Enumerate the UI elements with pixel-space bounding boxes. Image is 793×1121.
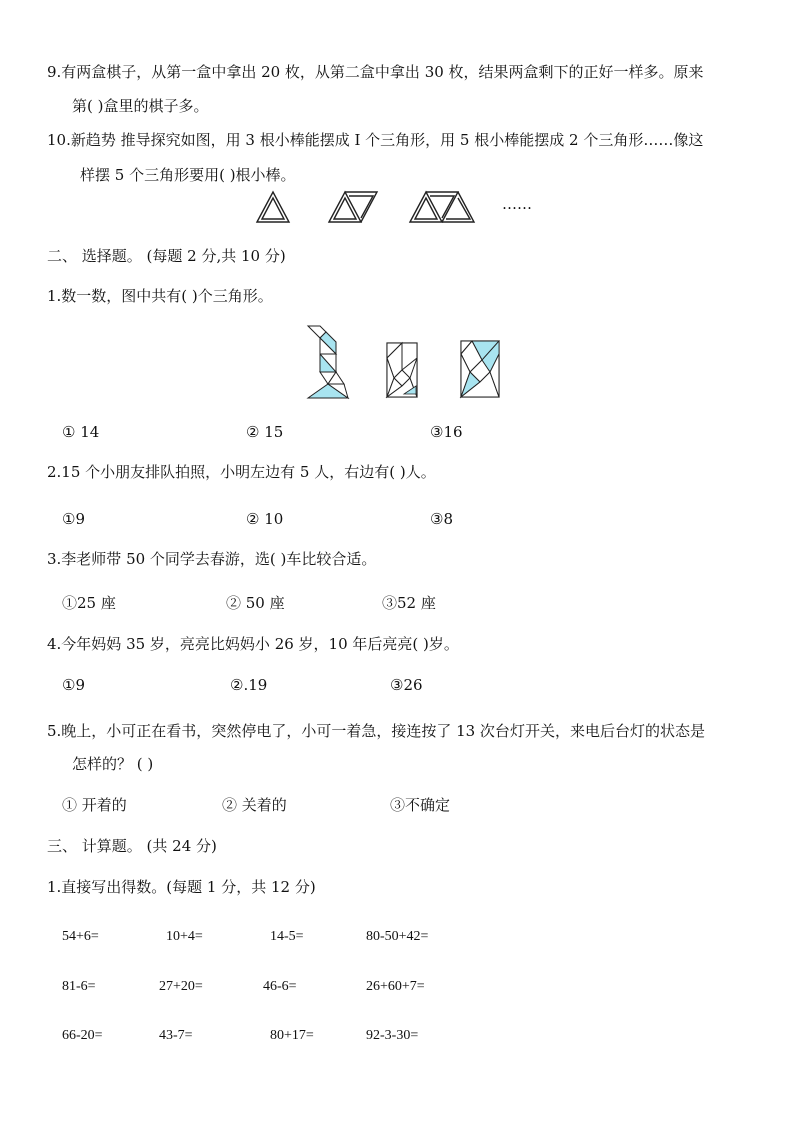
section3-heading: 三、 计算题。 (共 24 分)	[47, 837, 217, 855]
q10-line2: 样摆 5 个三角形要用( )根小棒。	[80, 166, 296, 184]
calc-item: 54+6=	[62, 929, 99, 944]
stick-triangle-icon	[329, 192, 377, 222]
calc-item: 92-3-30=	[366, 1028, 419, 1043]
calc-item: 46-6=	[263, 979, 297, 994]
s2-q5-option-1: ① 开着的	[62, 796, 127, 814]
stick-triangle-icon	[257, 192, 289, 222]
s2-q1-option-3: ③16	[430, 423, 463, 441]
s2-q1-option-1: ① 14	[62, 423, 100, 441]
s2-q5-option-3: ③不确定	[390, 796, 451, 814]
s2-q3-option-1: ①25 座	[62, 594, 116, 612]
calc-item: 26+60+7=	[366, 979, 425, 994]
calc-item: 10+4=	[166, 929, 203, 944]
s2-q4-option-3: ③26	[390, 676, 423, 694]
s2-q4-option-1: ①9	[62, 676, 85, 694]
tangram-figure-icon	[387, 343, 417, 397]
tangram-figure-icon	[461, 341, 499, 397]
s2-q2-stem: 2.15 个小朋友排队拍照，小明左边有 5 人，右边有( )人。	[47, 463, 436, 481]
s2-q1-option-2: ② 15	[246, 423, 284, 441]
calc-item: 80-50+42=	[366, 929, 429, 944]
s3-q1-stem: 1.直接写出得数。(每题 1 分，共 12 分)	[47, 878, 316, 896]
tangram-figures	[306, 324, 506, 402]
q10-line1: 10.新趋势 推导探究如图，用 3 根小棒能摆成 I 个三角形，用 5 根小棒能摆成 2 个三角形……像这	[47, 131, 704, 149]
calc-item: 66-20=	[62, 1028, 103, 1043]
stick-triangles-figure	[255, 188, 515, 228]
section2-heading: 二、 选择题。 (每题 2 分,共 10 分)	[47, 247, 286, 265]
s2-q2-option-3: ③8	[430, 510, 453, 528]
stick-triangle-icon	[410, 192, 474, 222]
s2-q5-option-2: ② 关着的	[222, 796, 287, 814]
s2-q3-stem: 3.李老师带 50 个同学去春游，选( )车比较合适。	[47, 550, 377, 568]
calc-item: 81-6=	[62, 979, 96, 994]
s2-q3-option-2: ② 50 座	[226, 594, 285, 612]
q9-line2: 第( )盒里的棋子多。	[72, 97, 209, 115]
calc-item: 43-7=	[159, 1028, 193, 1043]
tangram-figure-icon	[308, 326, 348, 398]
pattern-ellipsis: ……	[502, 195, 532, 213]
s2-q2-option-1: ①9	[62, 510, 85, 528]
s2-q4-stem: 4.今年妈妈 35 岁，亮亮比妈妈小 26 岁，10 年后亮亮( )岁。	[47, 635, 459, 653]
s2-q2-option-2: ② 10	[246, 510, 284, 528]
calc-item: 27+20=	[159, 979, 203, 994]
q9-line1: 9.有两盒棋子，从第一盒中拿出 20 枚，从第二盒中拿出 30 枚，结果两盒剩下的正好一样多。原来	[47, 63, 704, 81]
calc-item: 80+17=	[270, 1028, 314, 1043]
s2-q4-option-2: ②.19	[230, 676, 268, 694]
s2-q3-option-3: ③52 座	[382, 594, 436, 612]
s2-q5-line2: 怎样的？ ( )	[72, 755, 154, 773]
s2-q5-line1: 5.晚上，小可正在看书，突然停电了，小可一着急，接连按了 13 次台灯开关，来电后台灯的状态是	[47, 722, 705, 740]
calc-item: 14-5=	[270, 929, 304, 944]
s2-q1-stem: 1.数一数，图中共有( )个三角形。	[47, 287, 273, 305]
